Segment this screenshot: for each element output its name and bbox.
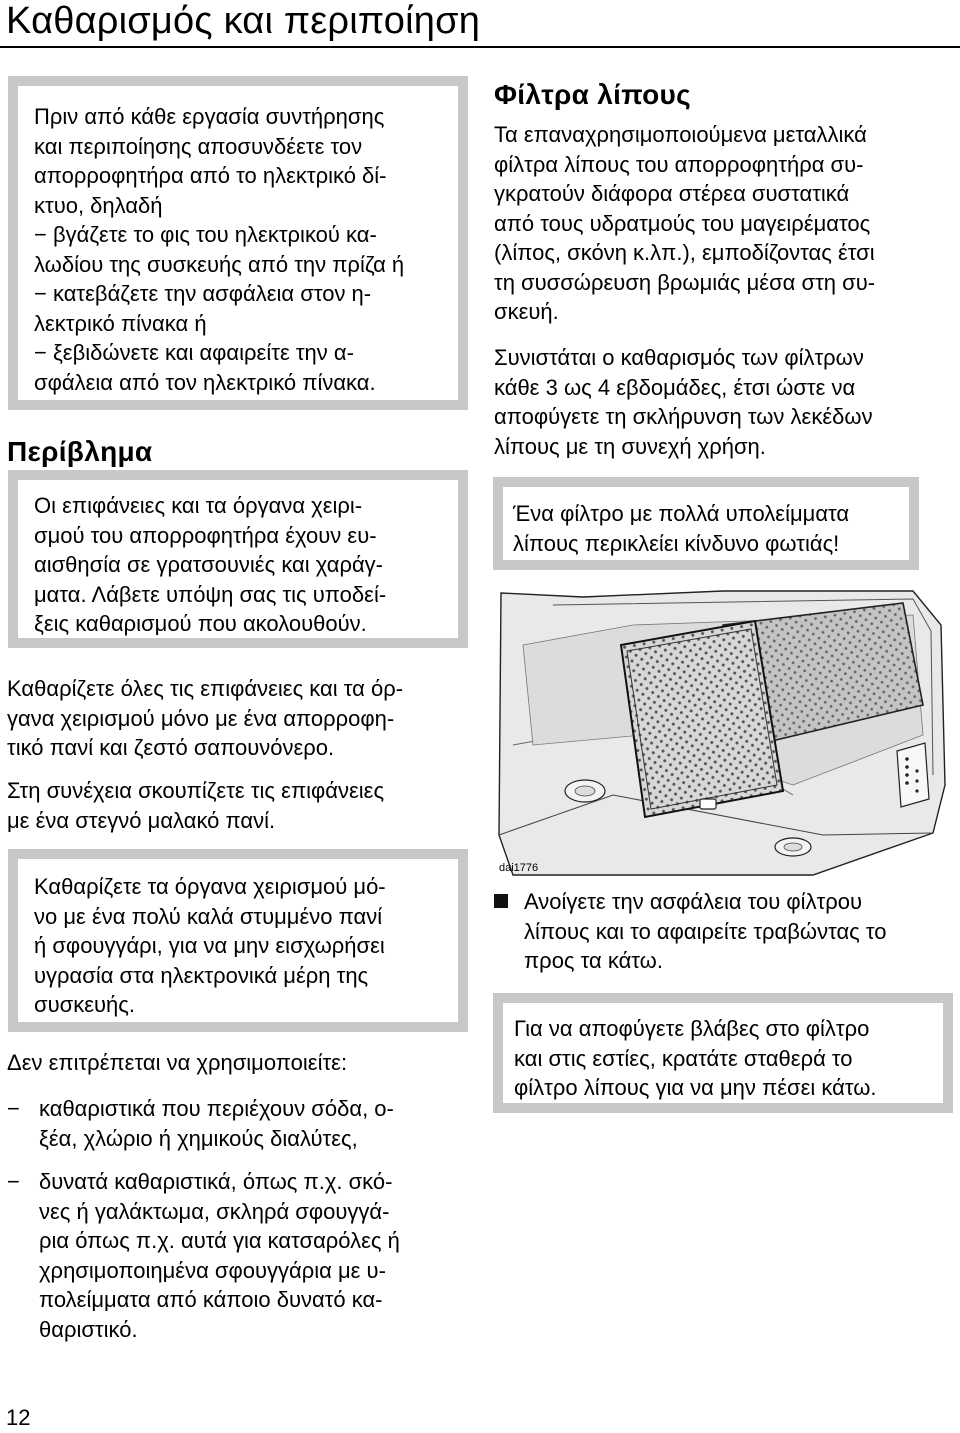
list-line: ξέα, χλώριο ή χημικούς διαλύτες, [39, 1125, 358, 1151]
handling-note-line: Για να αποφύγετε βλάβες στο φίλτρο [514, 1016, 870, 1041]
filters-cleaning-interval [494, 343, 954, 461]
warning-line: − κατεβάζετε την ασφάλεια στον η- [34, 281, 372, 306]
housing-note-box [8, 470, 468, 648]
list-line: νες ή γαλάκτωμα, σκληρά σφουγγά- [39, 1198, 390, 1224]
warning-line: απορροφητήρα από το ηλεκτρικό δί- [34, 163, 387, 188]
bullet-square-icon [494, 894, 508, 908]
warning-line: λεκτρικό πίνακα ή [34, 310, 207, 336]
warning-line: Πριν από κάθε εργασία συντήρησης [34, 104, 385, 129]
filters-heading: Φίλτρα λίπους [494, 79, 692, 110]
controls-note-line: συσκευής. [34, 992, 135, 1017]
grease-filter-illustration [493, 585, 952, 877]
filters-paragraph [494, 120, 954, 327]
warning-line: σφάλεια από τον ηλεκτρικό πίνακα. [34, 369, 376, 395]
safety-warning-box [8, 76, 468, 410]
controls-note-line: υγρασία στα ηλεκτρονικά μέρη της [34, 962, 369, 988]
paragraph-line: γκρατούν διάφορα στέρεα συστατικά [494, 181, 850, 206]
housing-note-line: αισθησία σε γρατσουνιές και χαράγ- [34, 552, 384, 577]
not-allowed-item [7, 1094, 477, 1153]
paragraph-line: Καθαρίζετε όλες τις επιφάνειες και τα όρ- [7, 676, 404, 701]
cleaning-paragraph [7, 674, 477, 763]
controls-note-line: ή σφουγγάρι, για να μην εισχωρήσει [34, 933, 385, 958]
paragraph-line: κάθε 3 ως 4 εβδομάδες, έτσι ώστε να [494, 374, 856, 400]
page-number: 12 [6, 1405, 31, 1430]
step-remove-filter [494, 887, 954, 976]
paragraph-line: αποφύγετε τη σκλήρυνση των λεκέδων [494, 404, 873, 429]
step-line: λίπους και το αφαιρείτε τραβώντας το [524, 918, 887, 944]
fire-warning-line: λίπους περικλείει κίνδυνο φωτιάς! [513, 530, 840, 556]
handling-note-line: και στις εστίες, κρατάτε σταθερά το [514, 1045, 853, 1071]
paragraph-line: σκευή. [494, 299, 559, 324]
not-allowed-intro: Δεν επιτρέπεται να χρησιμοποιείτε: [7, 1050, 348, 1075]
handling-note-line: φίλτρο λίπους για να μην πέσει κάτω. [514, 1075, 877, 1100]
drying-paragraph [7, 776, 477, 835]
controls-note-line: νο με ένα πολύ καλά στυμμένο πανί [34, 903, 383, 929]
housing-heading: Περίβλημα [7, 436, 153, 467]
list-line: πολείμματα από κάποιο δυνατό κα- [39, 1287, 383, 1312]
paragraph-line: (λίπος, σκόνη κ.λπ.), εμποδίζοντας έτσι [494, 240, 875, 265]
handling-note-box [493, 993, 953, 1113]
paragraph-line: από τους υδρατμούς του μαγειρέματος [494, 210, 871, 236]
list-line: ρια όπως π.χ. αυτά για κατσαρόλες ή [39, 1228, 400, 1253]
housing-note-line: σμού του απορροφητήρα έχουν ευ- [34, 522, 377, 548]
warning-line: − ξεβιδώνετε και αφαιρείτε την α- [34, 340, 354, 365]
warning-line: λωδίου της συσκευής από την πρίζα ή [34, 251, 405, 277]
paragraph-line: Συνιστάται ο καθαρισμός των φίλτρων [494, 345, 864, 370]
paragraph-line: γανα χειρισμού μόνο με ένα απορροφη- [7, 705, 395, 731]
illustration-label: dai1776 [499, 862, 539, 874]
page-title: Καθαρισμός και περιποίηση [6, 0, 481, 42]
warning-line: και περιποίησης αποσυνδέετε τον [34, 133, 363, 159]
not-allowed-list [7, 1094, 477, 1344]
paragraph-line: Τα επαναχρησιμοποιούμενα μεταλλικά [494, 122, 867, 147]
housing-note-line: ματα. Λάβετε υπόψη σας τις υποδεί- [34, 581, 387, 607]
fire-warning-box [493, 477, 919, 570]
fire-warning-line: Ένα φίλτρο με πολλά υπολείμματα [513, 501, 850, 526]
warning-line: κτυο, δηλαδή [34, 192, 163, 218]
warning-line: − βγάζετε το φις του ηλεκτρικού κα- [34, 222, 377, 247]
step-line: Ανοίγετε την ασφάλεια του φίλτρου [524, 889, 863, 914]
not-allowed-item [7, 1167, 477, 1344]
list-line: χρησιμοποιημένα σφουγγάρια με υ- [39, 1257, 386, 1283]
step-line: προς τα κάτω. [524, 948, 663, 973]
paragraph-line: λίπους με τη συνεχή χρήση. [494, 433, 766, 459]
paragraph-line: τη συσσώρευση βρωμιάς μέσα στη συ- [494, 269, 876, 295]
list-line: − δυνατά καθαριστικά, όπως π.χ. σκό- [39, 1169, 393, 1194]
list-line: − καθαριστικά που περιέχουν σόδα, ο- [39, 1096, 394, 1121]
housing-note-line: ξεις καθαρισμού που ακολουθούν. [34, 611, 367, 636]
paragraph-line: με ένα στεγνό μαλακό πανί. [7, 807, 276, 833]
paragraph-line: Στη συνέχεια σκουπίζετε τις επιφάνειες [7, 778, 385, 803]
controls-note-box [8, 849, 468, 1032]
housing-note-line: Οι επιφάνειες και τα όργανα χειρι- [34, 493, 363, 518]
paragraph-line: τικό πανί και ζεστό σαπουνόνερο. [7, 735, 335, 760]
paragraph-line: φίλτρα λίπους του απορροφητήρα συ- [494, 151, 864, 177]
list-line: θαριστικό. [39, 1316, 138, 1342]
title-divider [0, 46, 960, 48]
controls-note-line: Καθαρίζετε τα όργανα χειρισμού μό- [34, 874, 386, 899]
